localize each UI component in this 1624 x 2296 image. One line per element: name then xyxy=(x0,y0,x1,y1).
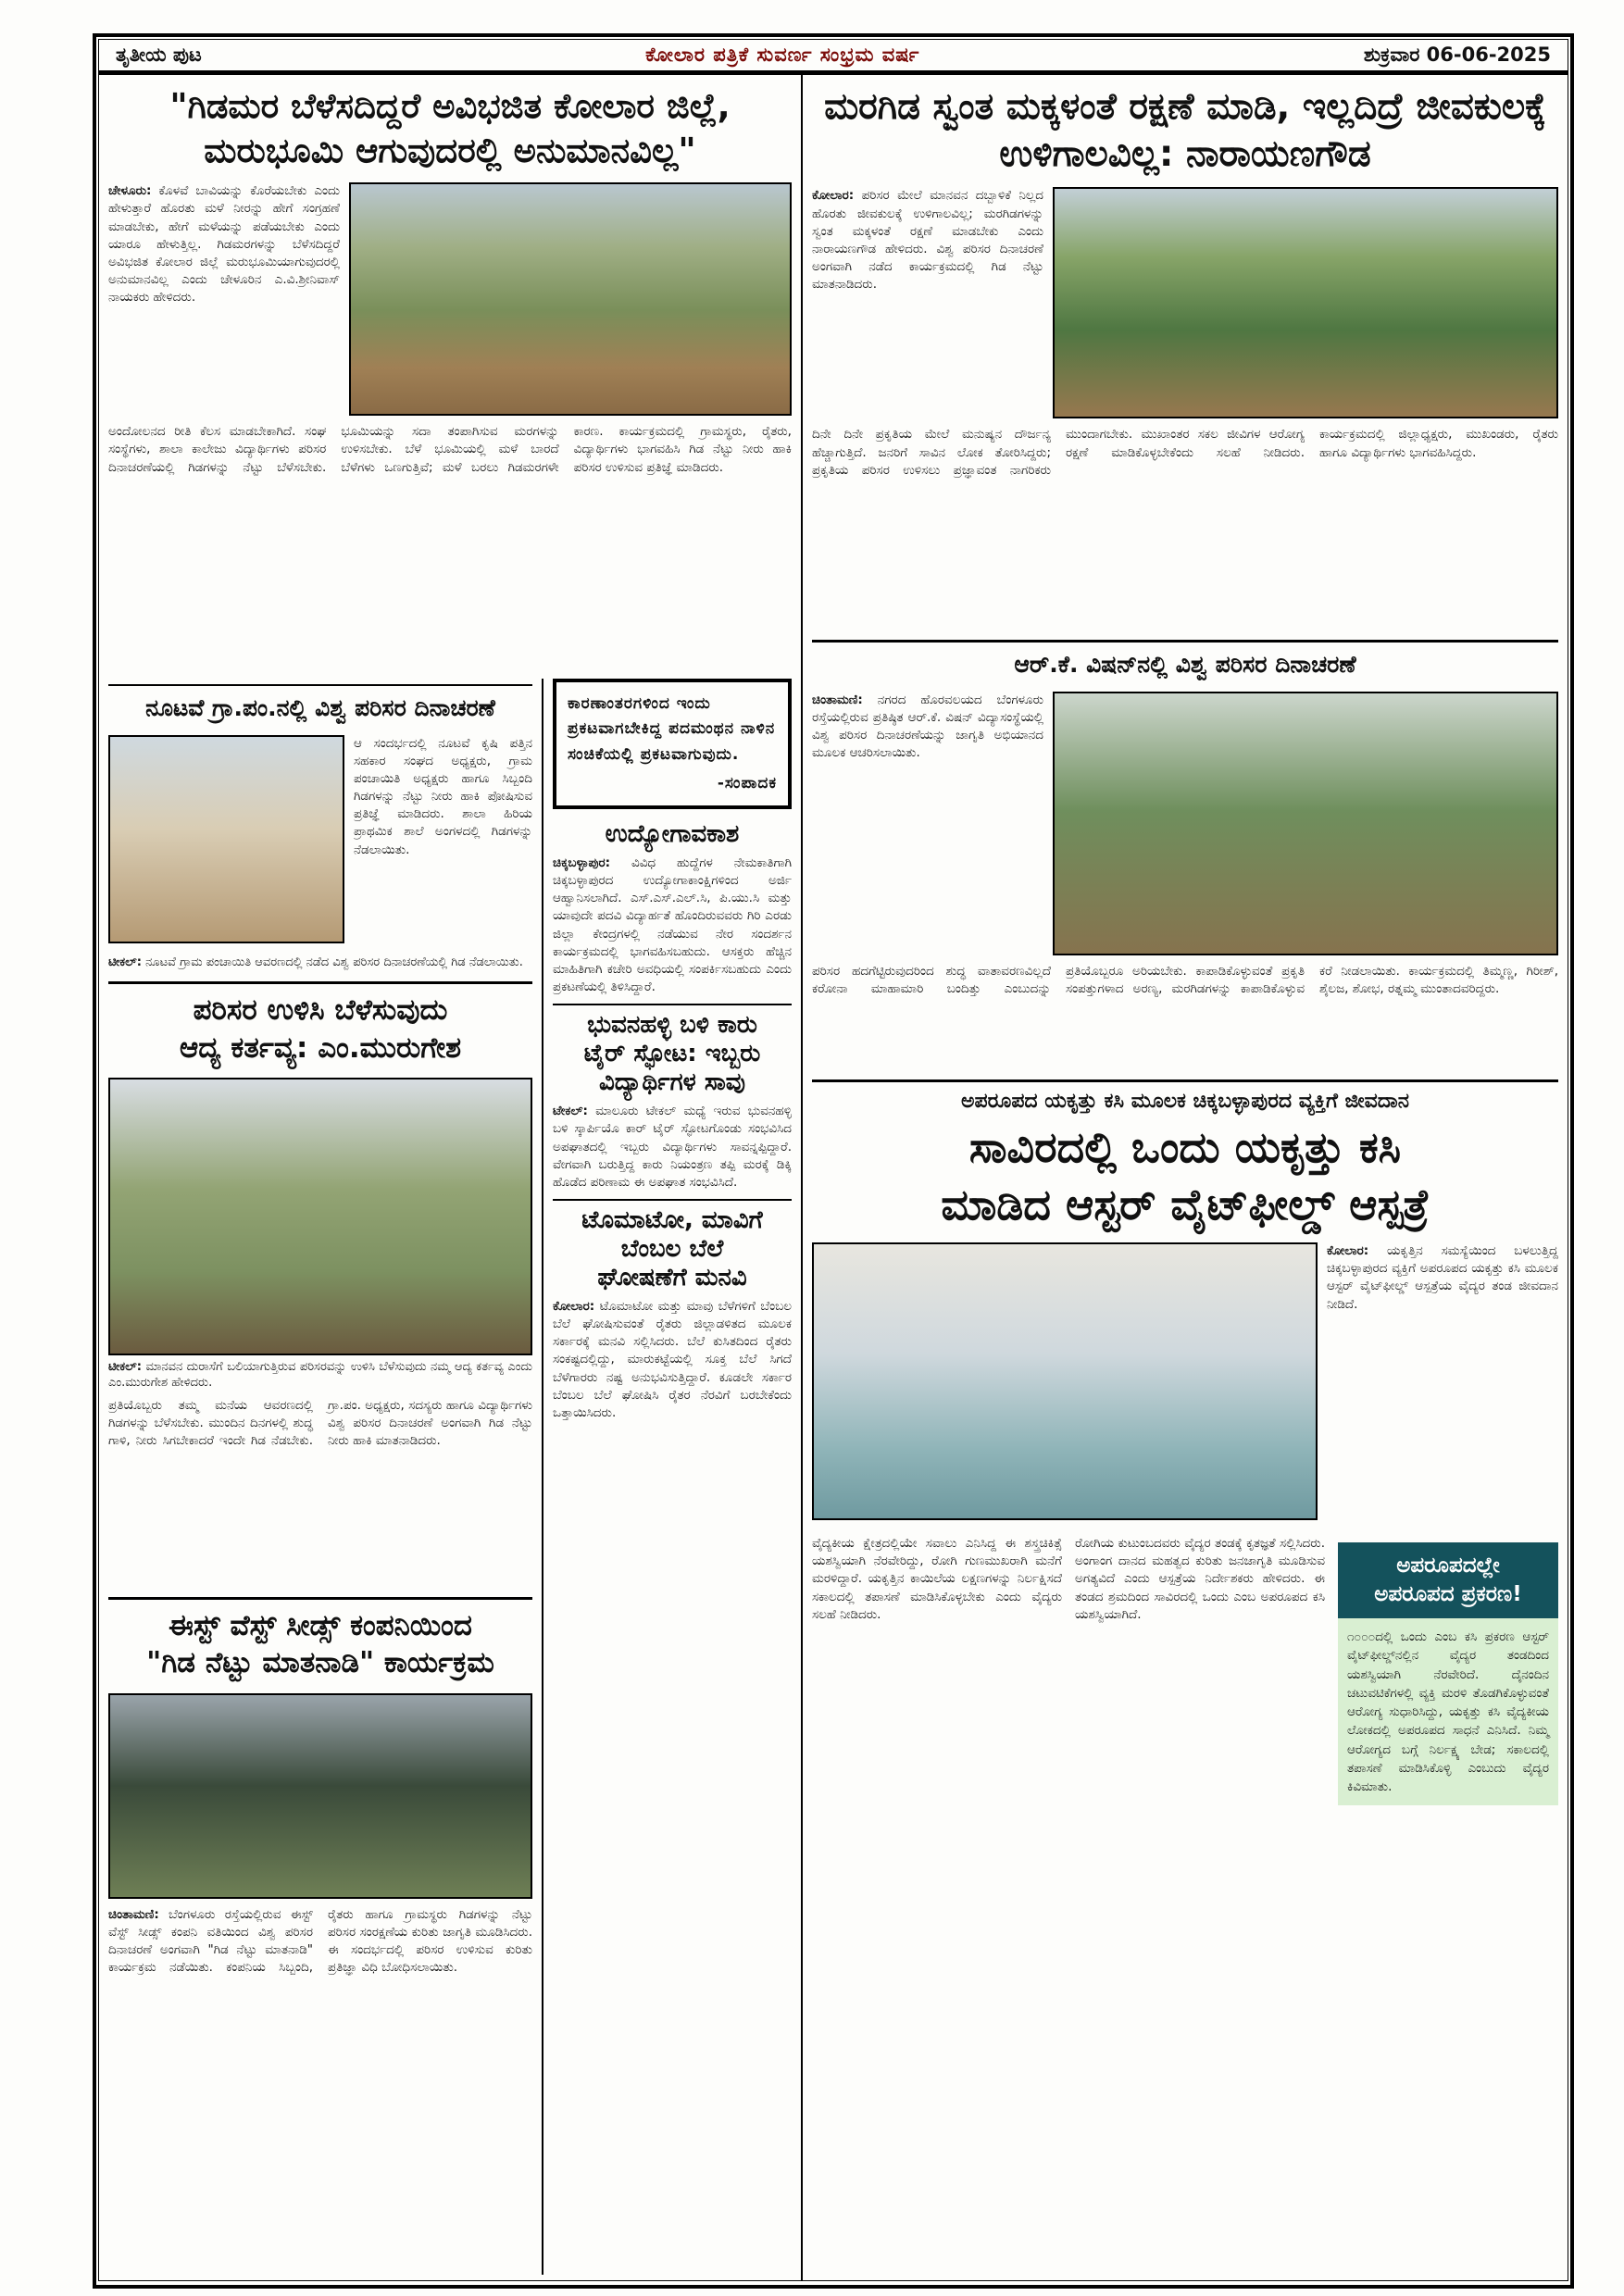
rare-case-box xyxy=(1338,1542,1558,1805)
middle-column xyxy=(553,679,792,2275)
lead-left-intro xyxy=(108,182,340,416)
page-frame xyxy=(93,33,1574,2289)
accident-body: ಟೇಕಲ್: ಮಾಲೂರು ಟೇಕಲ್ ಮಧ್ಯೆ ಇರುವ ಭುವನಹಳ್ಳಿ ಬಳಿ ಸ್ಕಾರ್ಪಿಯೊ ಕಾರ್ ಟೈರ್ ಸ್ಫೋಟಗೊಂಡು ಸಂಭವಿಸಿದ ಅಪಘಾತದಲ್ಲಿ ಇಬ್ಬರು ವಿದ್ಯಾರ್ಥಿಗಳು ಸಾವನ್ನಪ್ಪಿದ್ದಾರೆ. ವೇಗವಾಗಿ ಬರುತ್ತಿದ್ದ ಕಾರು ನಿಯಂತ್ರಣ ತಪ್ಪಿ ಮರಕ್ಕೆ ಡಿಕ್ಕಿ ಹೊಡೆದ ಪರಿಣಾಮ ಈ ಅಪಘಾತ ಸಂಭವಿಸಿದೆ. xyxy=(553,1104,792,1190)
eastwest-body: ಚಿಂತಾಮಣಿ: ಬೆಂಗಳೂರು ರಸ್ತೆಯಲ್ಲಿರುವ ಈಸ್ಟ್ ವೆಸ್ಟ್ ಸೀಡ್ಸ್ ಕಂಪನಿ ವತಿಯಿಂದ ವಿಶ್ವ ಪರಿಸರ ದಿನಾಚರಣೆ ಅಂಗವಾಗಿ "ಗಿಡ ನೆಟ್ಟು ಮಾತನಾಡಿ" ಕಾರ್ಯಕ್ರಮ ನಡೆಯಿತು. ಕಂಪನಿಯ ಸಿಬ್ಬಂದಿ, ರೈತರು ಹಾಗೂ ಗ್ರಾಮಸ್ಥರು ಗಿಡಗಳನ್ನು ನೆಟ್ಟು ಪರಿಸರ ಸಂರಕ್ಷಣೆಯ ಕುರಿತು ಜಾಗೃತಿ ಮೂಡಿಸಿದರು. ಈ ಸಂದರ್ಭದಲ್ಲಿ ಪರಿಸರ ಉಳಿಸುವ ಕುರಿತು ಪ್ರತಿಜ್ಞಾ ವಿಧಿ ಬೋಧಿಸಲಾಯಿತು. xyxy=(108,1906,532,1975)
editor-notice-signature: -ಸಂಪಾದಕ xyxy=(717,773,777,792)
liver-photo-row xyxy=(812,1242,1558,1520)
rkvision-intro: ಚಿಂತಾಮಣಿ: ನಗರದ ಹೊರವಲಯದ ಬೆಂಗಳೂರು ರಸ್ತೆಯಲ್ಲಿರುವ ಪ್ರತಿಷ್ಠಿತ ಆರ್.ಕೆ. ವಿಷನ್ ವಿದ್ಯಾಸಂಸ್ಥೆಯಲ್ಲಿ ವಿಶ್ವ ಪರಿಸರ ದಿನಾಚರಣೆಯನ್ನು ಜಾಗೃತಿ ಅಭಿಯಾನದ ಮೂಲಕ ಆಚರಿಸಲಾಯಿತು. xyxy=(812,692,1043,761)
eastwest-dateline: ಚಿಂತಾಮಣಿ: xyxy=(108,1906,159,1922)
left-column-a xyxy=(108,679,532,2275)
tomato-body: ಕೋಲಾರ: ಟೊಮಾಟೋ ಮತ್ತು ಮಾವು ಬೆಳೆಗಳಿಗೆ ಬೆಂಬಲ ಬೆಲೆ ಘೋಷಿಸುವಂತೆ ರೈತರು ಜಿಲ್ಲಾಡಳಿತದ ಮೂಲಕ ಸರ್ಕಾರಕ್ಕೆ ಮನವಿ ಸಲ್ಲಿಸಿದರು. ಬೆಲೆ ಕುಸಿತದಿಂದ ರೈತರು ಸಂಕಷ್ಟದಲ್ಲಿದ್ದು, ಮಾರುಕಟ್ಟೆಯಲ್ಲಿ ಸೂಕ್ತ ಬೆಲೆ ಸಿಗದೆ ಬೆಳೆಗಾರರು ನಷ್ಟ ಅನುಭವಿಸುತ್ತಿದ್ದಾರೆ. ಕೂಡಲೇ ಸರ್ಕಾರ ಬೆಂಬಲ ಬೆಲೆ ಘೋಷಿಸಿ ರೈತರ ನೆರವಿಗೆ ಬರಬೇಕೆಂದು ಒತ್ತಾಯಿಸಿದರು. xyxy=(553,1298,792,1420)
masthead-date: ಶುಕ್ರವಾರ 06-06-2025 xyxy=(1363,44,1551,66)
liver-kicker: ಅಪರೂಪದ ಯಕೃತ್ತು ಕಸಿ ಮೂಲಕ ಚಿಕ್ಕಬಳ್ಳಾಪುರದ ವ್ಯಕ್ತಿಗೆ ಜೀವದಾನ xyxy=(812,1079,1558,1115)
jobs-dateline: ಚಿಕ್ಕಬಳ್ಳಾಪುರ: xyxy=(553,855,611,870)
lead-right-body-columns: ದಿನೇ ದಿನೇ ಪ್ರಕೃತಿಯ ಮೇಲೆ ಮನುಷ್ಯನ ದೌರ್ಜನ್ಯ ಹೆಚ್ಚಾಗುತ್ತಿದೆ. ಜನರಿಗೆ ಸಾವಿನ ಲೋಕ ತೋರಿಸಿದ್ದರು; ಪ್ರಕೃತಿಯ ಪರಿಸರ ಉಳಿಸಲು ಪ್ರಜ್ಞಾವಂತ ನಾಗರಿಕರು ಮುಂದಾಗಬೇಕು. ಮುಖಾಂತರ ಸಕಲ ಜೀವಿಗಳ ಆರೋಗ್ಯ ರಕ್ಷಣೆ ಮಾಡಿಕೊಳ್ಳಬೇಕೆಂದು ಸಲಹೆ ನೀಡಿದರು. ಕಾರ್ಯಕ್ರಮದಲ್ಲಿ ಜಿಲ್ಲಾಧ್ಯಕ್ಷರು, ಮುಖಂಡರು, ರೈತರು ಹಾಗೂ ವಿದ್ಯಾರ್ಥಿಗಳು ಭಾಗವಹಿಸಿದ್ದರು. xyxy=(812,427,1558,478)
jobs-heading: ಉದ್ಯೋಗಾವಕಾಶ xyxy=(605,819,740,848)
liver-body-col1: ವೈದ್ಯಕೀಯ ಕ್ಷೇತ್ರದಲ್ಲಿಯೇ ಸವಾಲು ಎನಿಸಿದ್ದ ಈ ಶಸ್ತ್ರಚಿಕಿತ್ಸೆ ಯಶಸ್ವಿಯಾಗಿ ನೆರವೇರಿದ್ದು, ರೋಗಿ ಗುಣಮುಖರಾಗಿ ಮನೆಗೆ ಮರಳಿದ್ದಾರೆ. ಯಕೃತ್ತಿನ ಕಾಯಿಲೆಯ ಲಕ್ಷಣಗಳನ್ನು ನಿರ್ಲಕ್ಷಿಸದೆ ಸಕಾಲದಲ್ಲಿ ತಪಾಸಣೆ ಮಾಡಿಸಿಕೊಳ್ಳಬೇಕು ಎಂದು ವೈದ್ಯರು ಸಲಹೆ ನೀಡಿದರು. xyxy=(812,1536,1062,1622)
nutave-caption-lead: ಟೀಕಲ್: xyxy=(108,955,142,969)
photo-sapling-distribution xyxy=(1053,187,1558,418)
rkvision-row xyxy=(812,692,1558,955)
liver-dateline: ಕೋಲಾರ: xyxy=(1327,1243,1369,1259)
nutave-heading: ನೂಟವೆ ಗ್ರಾ.ಪಂ.ನಲ್ಲಿ ವಿಶ್ವ ಪರಿಸರ ದಿನಾಚರಣೆ xyxy=(108,684,532,731)
editor-notice-box xyxy=(553,679,792,809)
accident-heading: ಭುವನಹಳ್ಳಿ ಬಳಿ ಕಾರು ಟೈರ್ ಸ್ಫೋಟ: ಇಬ್ಬರು ವಿದ್ಯಾರ್ಥಿಗಳ ಸಾವು xyxy=(553,1004,792,1103)
lead-left-headline: "ಗಿಡಮರ ಬೆಳೆಸದಿದ್ದರೆ ಅವಿಭಜಿತ ಕೋಲಾರ ಜಿಲ್ಲೆ, ಮರುಭೂಮಿ ಆಗುವುದರಲ್ಲಿ ಅನುಮಾನವಿಲ್ಲ" xyxy=(169,86,731,171)
liver-sidebar-column xyxy=(1338,1535,1558,2275)
right-half xyxy=(803,75,1568,2280)
rkvision-heading: ಆರ್.ಕೆ. ವಿಷನ್‌ನಲ್ಲಿ ವಿಶ್ವ ಪರಿಸರ ದಿನಾಚರಣೆ xyxy=(812,640,1558,688)
photo-murugesha-planting xyxy=(108,1078,532,1355)
photo-hospital-team xyxy=(812,1242,1318,1520)
rare-case-box-title: ಅಪರೂಪದಲ್ಲೇ ಅಪರೂಪದ ಪ್ರಕರಣ! xyxy=(1338,1542,1558,1618)
nutave-caption: ಟೀಕಲ್: ನೂಟವೆ ಗ್ರಾಮ ಪಂಚಾಯಿತಿ ಆವರಣದಲ್ಲಿ ನಡೆದ ವಿಶ್ವ ಪರಿಸರ ದಿನಾಚರಣೆಯಲ್ಲಿ ಗಿಡ ನೆಡಲಾಯಿತು. xyxy=(108,955,523,969)
liver-headline: ಸಾವಿರದಲ್ಲಿ ಒಂದು ಯಕೃತ್ತು ಕಸಿ ಮಾಡಿದ ಆಸ್ಟರ್ ವೈಟ್‌ಫೀಲ್ಡ್ ಆಸ್ಪತ್ರೆ xyxy=(941,1121,1430,1229)
accident-dateline: ಟೇಕಲ್: xyxy=(553,1104,588,1119)
masthead-title: ಕೋಲಾರ ಪತ್ರಿಕೆ ಸುವರ್ಣ ಸಂಭ್ರಮ ವರ್ಷ xyxy=(645,44,920,66)
tomato-heading: ಟೊಮಾಟೋ, ಮಾವಿಗೆ ಬೆಂಬಲ ಬೆಲೆ ಘೋಷಣೆಗೆ ಮನವಿ xyxy=(553,1199,792,1298)
lead-left-body: ಕೊಳವೆ ಬಾವಿಯನ್ನು ಕೊರೆಯಬೇಕು ಎಂದು ಹೇಳುತ್ತಾರೆ ಹೊರತು ಮಳೆ ನೀರನ್ನು ಹೇಗೆ ಸಂಗ್ರಹಣೆ ಮಾಡಬೇಕು, ಹೇಗೆ ಮಳೆಯನ್ನು ಪಡೆಯಬೇಕು ಎಂದು ಯಾರೂ ಹೇಳುತ್ತಿಲ್ಲ. ಗಿಡಮರಗಳನ್ನು ಬೆಳೆಸದಿದ್ದರೆ ಅವಿಭಜಿತ ಕೋಲಾರ ಜಿಲ್ಲೆ ಮರುಭೂಮಿಯಾಗುವುದರಲ್ಲಿ ಅನುಮಾನವಿಲ್ಲ ಎಂದು ಚೇಳೂರಿನ ಎ.ವಿ.ಶ್ರೀನಿವಾಸ್ ನಾಯಕರು ಹೇಳಿದರು. xyxy=(108,183,340,306)
photo-eastwest-group xyxy=(108,1693,532,1899)
masthead-page-label: ತೃತೀಯ ಪುಟ xyxy=(116,44,202,66)
rare-case-box-body: ೧೦೦೦ದಲ್ಲಿ ಒಂದು ಎಂಬ ಕಸಿ ಪ್ರಕರಣ ಆಸ್ಟರ್ ವೈಟ್‌ಫೀಲ್ಡ್‌ನಲ್ಲಿನ ವೈದ್ಯರ ತಂಡದಿಂದ ಯಶಸ್ವಿಯಾಗಿ ನೆರವೇರಿದೆ. ದೈನಂದಿನ ಚಟುವಟಿಕೆಗಳಲ್ಲಿ ವ್ಯಕ್ತಿ ಮರಳಿ ತೊಡಗಿಕೊಳ್ಳುವಂತೆ ಆರೋಗ್ಯ ಸುಧಾರಿಸಿದ್ದು, ಯಕೃತ್ತು ಕಸಿ ವೈದ್ಯಕೀಯ ಲೋಕದಲ್ಲಿ ಅಪರೂಪದ ಸಾಧನೆ ಎನಿಸಿದೆ. ನಿಮ್ಮ ಆರೋಗ್ಯದ ಬಗ್ಗೆ ನಿರ್ಲಕ್ಷ್ಯ ಬೇಡ; ಸಕಾಲದಲ್ಲಿ ತಪಾಸಣೆ ಮಾಡಿಸಿಕೊಳ್ಳಿ ಎಂಬುದು ವೈದ್ಯರ ಕಿವಿಮಾತು. xyxy=(1338,1618,1558,1805)
lead-left-dateline: ಚೇಳೂರು: xyxy=(108,183,152,199)
murugesha-caption: ಟೀಕಲ್: ಮಾನವನ ದುರಾಸೆಗೆ ಬಲಿಯಾಗುತ್ತಿರುವ ಪರಿಸರವನ್ನು ಉಳಿಸಿ ಬೆಳೆಸುವುದು ನಮ್ಮ ಆದ್ಯ ಕರ್ತವ್ಯ ಎಂದು ಎಂ.ಮುರುಗೇಶ ಹೇಳಿದರು. xyxy=(108,1359,532,1391)
liver-bottom-grid xyxy=(812,1535,1558,2275)
masthead xyxy=(99,40,1568,75)
lead-left-top-row xyxy=(108,182,792,416)
rkvision-body-columns: ಪರಿಸರ ಹದಗೆಟ್ಟಿರುವುದರಿಂದ ಶುದ್ಧ ವಾತಾವರಣವಿಲ್ಲದೆ ಕರೋನಾ ಮಾಹಾಮಾರಿ ಬಂದಿತ್ತು ಎಂಬುದನ್ನು ಪ್ರತಿಯೊಬ್ಬರೂ ಅರಿಯಬೇಕು. ಕಾಪಾಡಿಕೊಳ್ಳುವಂತೆ ಪ್ರಕೃತಿ ಸಂಪತ್ತುಗಳಾದ ಅರಣ್ಯ, ಮರಗಿಡಗಳನ್ನು ಕಾಪಾಡಿಕೊಳ್ಳುವ ಕರೆ ನೀಡಲಾಯಿತು. ಕಾರ್ಯಕ್ರಮದಲ್ಲಿ ತಿಮ್ಮಣ್ಣ, ಗಿರೀಶ್, ಶೈಲಜ, ಶೋಭ, ರತ್ನಮ್ಮ ಮುಂತಾದವರಿದ್ದರು. xyxy=(812,963,1558,997)
rkvision-dateline: ಚಿಂತಾಮಣಿ: xyxy=(812,692,863,707)
left-column-divider xyxy=(542,679,543,2275)
tomato-dateline: ಕೋಲಾರ: xyxy=(553,1298,595,1314)
lead-right-headline: ಮರಗಿಡ ಸ್ವಂತ ಮಕ್ಕಳಂತೆ ರಕ್ಷಣೆ ಮಾಡಿ, ಇಲ್ಲದಿದ್ರೆ ಜೀವಕುಲಕ್ಕೆ ಉಳಿಗಾಲವಿಲ್ಲ: ನಾರಾಯಣಗೌಡ xyxy=(824,86,1546,175)
left-half xyxy=(99,75,801,2280)
murugesha-body: ಪ್ರತಿಯೊಬ್ಬರು ತಮ್ಮ ಮನೆಯ ಆವರಣದಲ್ಲಿ ಗಿಡಗಳನ್ನು ಬೆಳೆಸಬೇಕು. ಮುಂದಿನ ದಿನಗಳಲ್ಲಿ ಶುದ್ಧ ಗಾಳಿ, ನೀರು ಸಿಗಬೇಕಾದರೆ ಇಂದೇ ಗಿಡ ನೆಡಬೇಕು. ಗ್ರಾ.ಪಂ. ಅಧ್ಯಕ್ಷರು, ಸದಸ್ಯರು ಹಾಗೂ ವಿದ್ಯಾರ್ಥಿಗಳು ವಿಶ್ವ ಪರಿಸರ ದಿನಾಚರಣೆ ಅಂಗವಾಗಿ ಗಿಡ ನೆಟ್ಟು ನೀರು ಹಾಕಿ ಮಾತನಾಡಿದರು. xyxy=(108,1397,532,1449)
nutave-row xyxy=(108,735,532,943)
lead-right-intro xyxy=(812,187,1043,418)
lead-right-dateline: ಕೋಲಾರ: xyxy=(812,188,855,204)
lead-left-body-columns: ಅಂದೋಲನದ ರೀತಿ ಕೆಲಸ ಮಾಡಬೇಕಾಗಿದೆ. ಸಂಘ ಸಂಸ್ಥೆಗಳು, ಶಾಲಾ ಕಾಲೇಜು ವಿದ್ಯಾರ್ಥಿಗಳು ಪರಿಸರ ದಿನಾಚರಣೆಯಲ್ಲಿ ಗಿಡಗಳನ್ನು ನೆಟ್ಟು ಬೆಳೆಸಬೇಕು. ಭೂಮಿಯನ್ನು ಸದಾ ತಂಪಾಗಿಸುವ ಮರಗಳನ್ನು ಉಳಿಸಬೇಕು. ಬೆಳೆ ಭೂಮಿಯಲ್ಲಿ ಮಳೆ ಬಾರದೆ ಬೆಳೆಗಳು ಒಣಗುತ್ತಿವೆ; ಮಳೆ ಬರಲು ಗಿಡಮರಗಳೇ ಕಾರಣ. ಕಾರ್ಯಕ್ರಮದಲ್ಲಿ ಗ್ರಾಮಸ್ಥರು, ರೈತರು, ವಿದ್ಯಾರ್ಥಿಗಳು ಭಾಗವಹಿಸಿ ಗಿಡ ನೆಟ್ಟು ನೀರು ಹಾಕಿ ಪರಿಸರ ಉಳಿಸುವ ಪ್ರತಿಜ್ಞೆ ಮಾಡಿದರು. xyxy=(108,424,792,475)
liver-body-col2: ರೋಗಿಯ ಕುಟುಂಬದವರು ವೈದ್ಯರ ತಂಡಕ್ಕೆ ಕೃತಜ್ಞತೆ ಸಲ್ಲಿಸಿದರು. ಅಂಗಾಂಗ ದಾನದ ಮಹತ್ವದ ಕುರಿತು ಜನಜಾಗೃತಿ ಮೂಡಿಸುವ ಅಗತ್ಯವಿದೆ ಎಂದು ಆಸ್ಪತ್ರೆಯ ನಿರ್ದೇಶಕರು ಹೇಳಿದರು. ಈ ತಂಡದ ಶ್ರಮದಿಂದ ಸಾವಿರದಲ್ಲಿ ಒಂದು ಎಂಬ ಅಪರೂಪದ ಕಸಿ ಯಶಸ್ವಿಯಾಗಿದೆ. xyxy=(1075,1536,1325,1622)
jobs-body: ಚಿಕ್ಕಬಳ್ಳಾಪುರ: ವಿವಿಧ ಹುದ್ದೆಗಳ ನೇಮಕಾತಿಗಾಗಿ ಚಿಕ್ಕಬಳ್ಳಾಪುರದ ಉದ್ಯೋಗಾಕಾಂಕ್ಷಿಗಳಿಂದ ಅರ್ಜಿ ಆಹ್ವಾನಿಸಲಾಗಿದೆ. ಎಸ್.ಎಸ್.ಎಲ್.ಸಿ, ಪಿ.ಯು.ಸಿ ಮತ್ತು ಯಾವುದೇ ಪದವಿ ವಿದ್ಯಾರ್ಹತೆ ಹೊಂದಿರುವವರು ಗಿರಿ ಎರಡು ಜಿಲ್ಲಾ ಕೇಂದ್ರಗಳಲ್ಲಿ ನಡೆಯುವ ನೇರ ಸಂದರ್ಶನ ಕಾರ್ಯಕ್ರಮದಲ್ಲಿ ಭಾಗವಹಿಸಬಹುದು. ಆಸಕ್ತರು ಹೆಚ್ಚಿನ ಮಾಹಿತಿಗಾಗಿ ಕಚೇರಿ ಅವಧಿಯಲ್ಲಿ ಸಂಪರ್ಕಿಸಬಹುದು ಎಂದು ಪ್ರಕಟಣೆಯಲ್ಲಿ ತಿಳಿಸಿದ್ದಾರೆ. xyxy=(553,855,792,995)
liver-side-column: ಕೋಲಾರ: ಯಕೃತ್ತಿನ ಸಮಸ್ಯೆಯಿಂದ ಬಳಲುತ್ತಿದ್ದ ಚಿಕ್ಕಬಳ್ಳಾಪುರದ ವ್ಯಕ್ತಿಗೆ ಅಪರೂಪದ ಯಕೃತ್ತು ಕಸಿ ಮೂಲಕ ಆಸ್ಟರ್ ವೈಟ್‌ಫೀಲ್ಡ್ ಆಸ್ಪತ್ರೆಯ ವೈದ್ಯರ ತಂಡ ಜೀವದಾನ ನೀಡಿದೆ. xyxy=(1327,1243,1558,1312)
murugesha-heading: ಪರಿಸರ ಉಳಿಸಿ ಬೆಳೆಸುವುದು ಆದ್ಯ ಕರ್ತವ್ಯ: ಎಂ.ಮುರುಗೇಶ xyxy=(108,981,532,1074)
left-lower-grid xyxy=(108,679,792,2275)
murugesha-caption-lead: ಟೀಕಲ್: xyxy=(108,1359,142,1374)
page-body xyxy=(99,75,1568,2280)
photo-tree-planting-crowd xyxy=(349,182,792,416)
lead-right-body: ಪರಿಸರ ಮೇಲೆ ಮಾನವನ ದಬ್ಬಾಳಿಕೆ ನಿಲ್ಲದ ಹೊರತು ಜೀವಕುಲಕ್ಕೆ ಉಳಿಗಾಲವಿಲ್ಲ; ಮರಗಿಡಗಳನ್ನು ಸ್ವಂತ ಮಕ್ಕಳಂತೆ ರಕ್ಷಣೆ ಮಾಡಬೇಕು ಎಂದು ನಾರಾಯಣಗೌಡ ಹೇಳಿದರು. ವಿಶ್ವ ಪರಿಸರ ದಿನಾಚರಣೆ ಅಂಗವಾಗಿ ನಡೆದ ಕಾರ್ಯಕ್ರಮದಲ್ಲಿ ಗಿಡ ನೆಟ್ಟು ಮಾತನಾಡಿದರು. xyxy=(812,188,1043,293)
editor-notice-text: ಕಾರಣಾಂತರಗಳಿಂದ ಇಂದು ಪ್ರಕಟವಾಗಬೇಕಿದ್ದ ಪದಮಂಥನ ನಾಳಿನ ಸಂಚಿಕೆಯಲ್ಲಿ ಪ್ರಕಟವಾಗುವುದು. xyxy=(568,694,776,764)
photo-nutave-panchayat xyxy=(108,735,344,943)
photo-rkvision-students xyxy=(1053,692,1558,955)
page-inner xyxy=(98,39,1568,2281)
nutave-body: ಆ ಸಂದರ್ಭದಲ್ಲಿ ನೂಟವೆ ಕೃಷಿ ಪತ್ತಿನ ಸಹಕಾರ ಸಂಘದ ಅಧ್ಯಕ್ಷರು, ಗ್ರಾಮ ಪಂಚಾಯಿತಿ ಅಧ್ಯಕ್ಷರು ಹಾಗೂ ಸಿಬ್ಬಂದಿ ಗಿಡಗಳನ್ನು ನೆಟ್ಟು ನೀರು ಹಾಕಿ ಪೋಷಿಸುವ ಪ್ರತಿಜ್ಞೆ ಮಾಡಿದರು. ಶಾಲಾ ಹಿರಿಯ ಪ್ರಾಥಮಿಕ ಶಾಲೆ ಅಂಗಳದಲ್ಲಿ ಗಿಡಗಳನ್ನು ನೆಡಲಾಯಿತು. xyxy=(354,735,532,857)
lead-right-top-row xyxy=(812,187,1558,418)
eastwest-heading: ಈಸ್ಟ್ ವೆಸ್ಟ್ ಸೀಡ್ಸ್ ಕಂಪನಿಯಿಂದ "ಗಿಡ ನೆಟ್ಟು ಮಾತನಾಡಿ" ಕಾರ್ಯಕ್ರಮ xyxy=(108,1597,532,1690)
